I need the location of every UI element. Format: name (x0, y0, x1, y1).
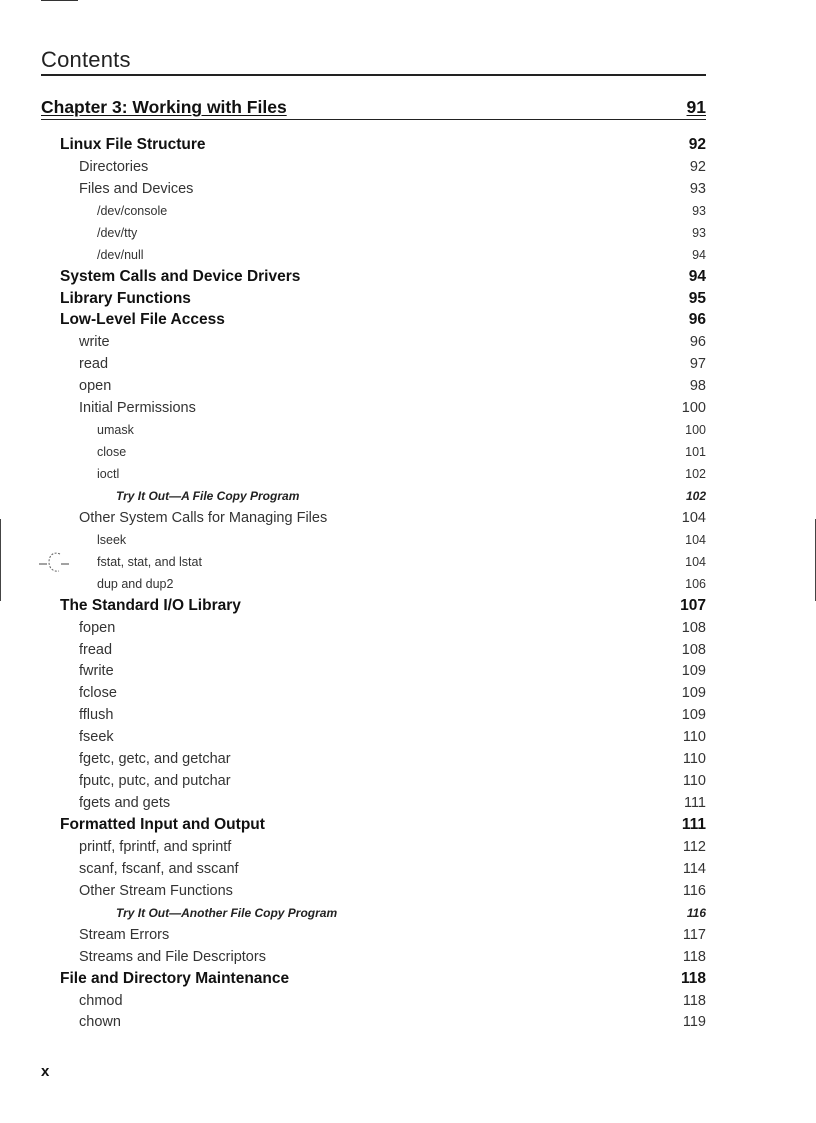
top-rule (41, 0, 78, 1)
toc-entry[interactable] (41, 880, 706, 902)
toc-entry-page: 102 (685, 488, 706, 503)
toc-entry-title: /dev/console (97, 203, 168, 218)
toc-entry-page: 95 (688, 289, 706, 307)
toc-entry-page: 111 (683, 795, 706, 812)
toc-entry[interactable] (41, 375, 706, 397)
toc-entry[interactable] (41, 704, 706, 726)
toc-entry-page: 114 (682, 860, 706, 877)
toc-entry-title: Library Functions (60, 289, 191, 307)
header-rule (41, 74, 706, 76)
toc-entry-page: 109 (681, 663, 706, 680)
toc-entry-page: 108 (681, 641, 706, 658)
toc-entry-page: 100 (685, 423, 706, 438)
toc-entry[interactable] (41, 990, 706, 1012)
toc-entry-page: 104 (685, 554, 706, 569)
toc-entry[interactable] (41, 485, 706, 507)
toc-entry[interactable] (41, 178, 706, 200)
toc-entry-page: 93 (692, 203, 706, 218)
toc-entry[interactable] (41, 814, 706, 836)
toc-entry-title: umask (97, 423, 134, 438)
running-head: Contents (41, 47, 131, 72)
toc-entry[interactable] (41, 968, 706, 990)
toc-entry[interactable] (41, 1012, 706, 1034)
toc-entry-page: 107 (680, 596, 706, 614)
toc-entry-title: Low-Level File Access (60, 311, 225, 329)
chapter-heading[interactable] (41, 97, 706, 120)
toc-entry[interactable] (41, 463, 706, 485)
toc-entry-page: 110 (682, 751, 706, 768)
toc-entry[interactable] (41, 529, 706, 551)
toc-entry-title: chmod (79, 992, 123, 1009)
toc-entry-title: fputc, putc, and putchar (79, 773, 231, 790)
toc-entry-page: 93 (689, 180, 706, 197)
toc-entry-page: 100 (681, 400, 706, 417)
toc-entry-title: ioctl (97, 467, 120, 482)
toc-entry-title: fgets and gets (79, 795, 171, 812)
toc-entry-page: 102 (685, 467, 706, 482)
toc-entry-page: 117 (682, 926, 706, 943)
toc-entry-title: open (79, 378, 112, 395)
toc-entry-title: fflush (79, 707, 114, 724)
toc-entry[interactable] (41, 397, 706, 419)
toc-entry-title: Streams and File Descriptors (79, 948, 266, 965)
toc-entry-page: 96 (688, 311, 706, 329)
toc-entry[interactable] (41, 726, 706, 748)
toc-list (41, 134, 706, 1033)
toc-entry[interactable] (41, 858, 706, 880)
toc-entry-title: printf, fprintf, and sprintf (79, 838, 232, 855)
toc-entry-title: dup and dup2 (97, 576, 174, 591)
toc-entry[interactable] (41, 419, 706, 441)
toc-entry-page: 116 (686, 905, 706, 920)
toc-entry-title: fgetc, getc, and getchar (79, 751, 231, 768)
toc-entry-page: 108 (681, 619, 706, 636)
toc-entry-title: read (79, 356, 109, 373)
toc-entry-title: fwrite (79, 663, 114, 680)
toc-entry-title: fstat, stat, and lstat (97, 554, 202, 569)
toc-entry-title: /dev/null (97, 247, 144, 262)
toc-entry-page: 92 (689, 158, 706, 175)
toc-entry[interactable] (41, 902, 706, 924)
toc-entry[interactable] (41, 682, 706, 704)
toc-entry[interactable] (41, 507, 706, 529)
toc-entry[interactable] (41, 244, 706, 266)
toc-entry-page: 106 (685, 576, 706, 591)
toc-entry-title: lseek (97, 532, 127, 547)
toc-entry[interactable] (41, 639, 706, 661)
toc-entry-page: 101 (685, 445, 706, 460)
toc-entry[interactable] (41, 661, 706, 683)
toc-entry-title: Other Stream Functions (79, 882, 233, 899)
toc-entry-page: 96 (689, 334, 706, 351)
toc-entry[interactable] (41, 222, 706, 244)
toc-entry-page: 92 (688, 135, 706, 153)
toc-entry-title: write (79, 334, 110, 351)
toc-entry-page: 104 (685, 532, 706, 547)
toc-entry[interactable] (41, 441, 706, 463)
toc-entry-page: 104 (681, 509, 706, 526)
toc-entry[interactable] (41, 836, 706, 858)
toc-entry[interactable] (41, 792, 706, 814)
toc-entry-page: 93 (692, 225, 706, 240)
toc-entry-title: System Calls and Device Drivers (60, 267, 301, 285)
toc-entry-page: 118 (682, 948, 706, 965)
toc-entry-title: scanf, fscanf, and sscanf (79, 860, 239, 877)
toc-entry-page: 111 (681, 816, 706, 834)
toc-entry-page: 118 (680, 969, 706, 987)
toc-entry[interactable] (41, 573, 706, 595)
toc-entry[interactable] (41, 551, 706, 573)
toc-entry-title: Try It Out—A File Copy Program (116, 488, 300, 503)
toc-entry-title: chown (79, 1014, 121, 1031)
toc-entry[interactable] (41, 134, 706, 156)
toc-entry-title: Formatted Input and Output (60, 816, 265, 834)
toc-entry-page: 98 (689, 378, 706, 395)
toc-entry-title: Linux File Structure (60, 135, 206, 153)
toc-entry[interactable] (41, 617, 706, 639)
toc-entry-title: The Standard I/O Library (60, 596, 241, 614)
toc-entry-title: Files and Devices (79, 180, 194, 197)
toc-entry[interactable] (41, 595, 706, 617)
toc-entry-title: /dev/tty (97, 225, 138, 240)
toc-entry-page: 110 (682, 729, 706, 746)
toc-entry[interactable] (41, 770, 706, 792)
toc-entry[interactable] (41, 924, 706, 946)
toc-entry-page: 118 (682, 992, 706, 1009)
toc-entry-title: fread (79, 641, 113, 658)
toc-entry-page: 110 (682, 773, 706, 790)
toc-entry-title: Initial Permissions (79, 400, 196, 417)
toc-entry-title: close (97, 445, 127, 460)
toc-entry-page: 94 (688, 267, 706, 285)
chapter-page: 91 (686, 97, 706, 117)
toc-entry[interactable] (41, 353, 706, 375)
toc-entry[interactable] (41, 310, 706, 332)
toc-entry-title: fseek (79, 729, 114, 746)
toc-entry-page: 116 (682, 882, 706, 899)
toc-entry[interactable] (41, 748, 706, 770)
toc-entry-page: 112 (682, 838, 706, 855)
registration-mark-icon (39, 550, 69, 574)
toc-entry-title: File and Directory Maintenance (60, 969, 290, 987)
toc-entry-page: 119 (682, 1014, 706, 1031)
chapter-title: Chapter 3: Working with Files (41, 97, 287, 117)
page-folio: x (41, 1063, 50, 1080)
toc-entry-title: fopen (79, 619, 116, 636)
toc-entry-title: Other System Calls for Managing Files (79, 509, 328, 526)
toc-entry[interactable] (41, 288, 706, 310)
toc-entry[interactable] (41, 331, 706, 353)
toc-entry-title: Try It Out—Another File Copy Program (116, 905, 338, 920)
toc-entry[interactable] (41, 156, 706, 178)
toc-entry[interactable] (41, 946, 706, 968)
toc-entry-title: Stream Errors (79, 926, 170, 943)
crop-line-left (0, 519, 1, 601)
toc-entry-page: 94 (692, 247, 706, 262)
toc-entry-page: 109 (681, 707, 706, 724)
toc-entry-title: Directories (79, 158, 149, 175)
toc-entry-title: fclose (79, 685, 117, 702)
toc-entry-page: 97 (689, 356, 706, 373)
toc-entry-page: 109 (681, 685, 706, 702)
toc-entry[interactable] (41, 266, 706, 288)
toc-entry[interactable] (41, 200, 706, 222)
